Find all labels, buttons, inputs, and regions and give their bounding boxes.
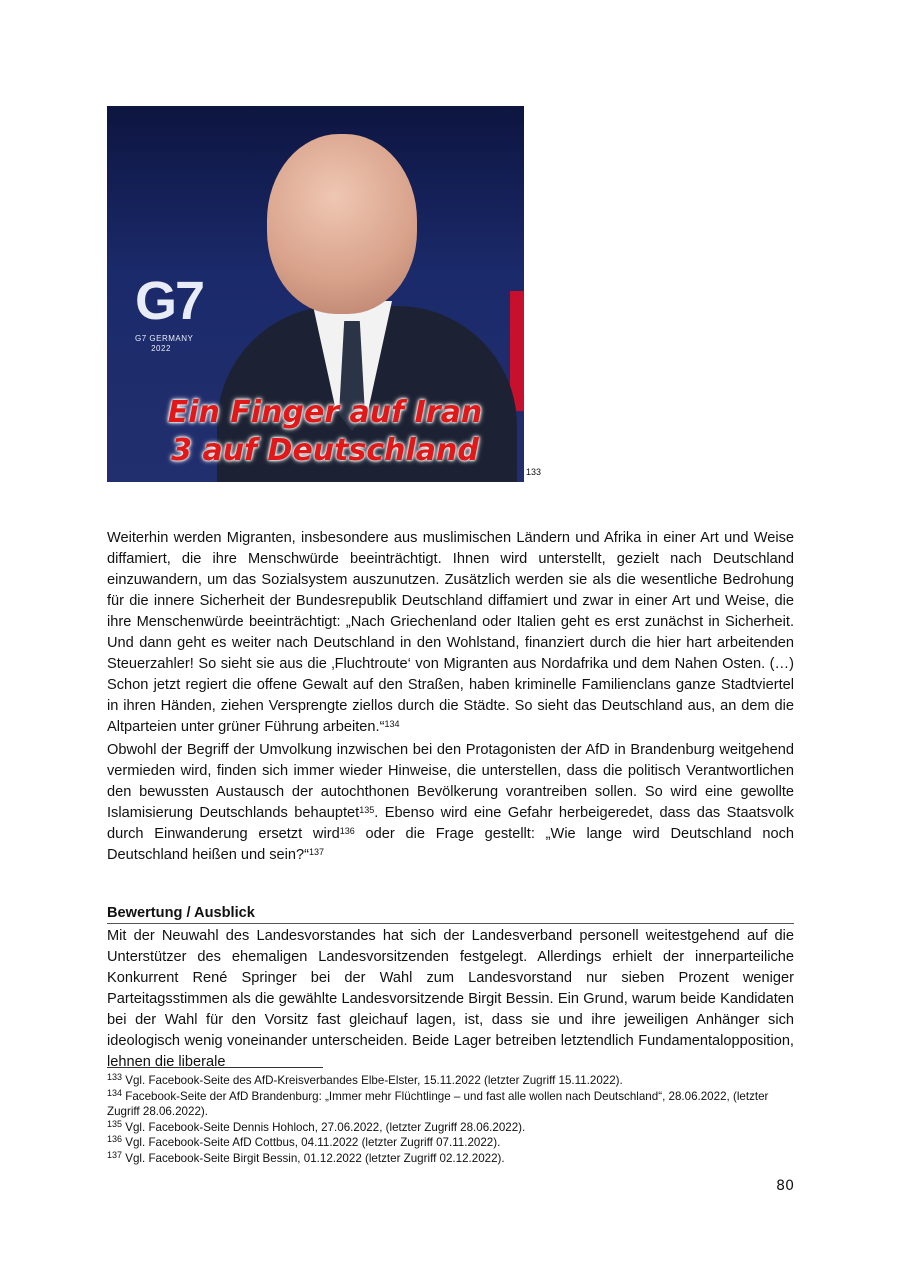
footnote-ref-135[interactable]: 135 [359,805,375,815]
paragraph-2 [107,740,794,866]
footnote-number: 137 [107,1149,123,1160]
paragraph-1 [107,528,794,738]
footnote-divider [107,1067,323,1068]
footnote-ref-136[interactable]: 136 [339,826,355,836]
paragraph-2-part-1: Obwohl der Begriff der Umvolkung inzwischen bei den Protagonisten der AfD in Brandenburg weitgehend vermieden wird, finden sich immer wieder Hinweise, die unterstellen, dass die politisch Verantwortlichen den bewussten Austausch der autochthonen Bevölkerung vorantreiben sollen. So wird eine gewollte Islamisierung Deutschlands behauptet [107,742,794,821]
photo-overlay-caption [155,394,495,470]
footnote-number: 133 [107,1072,123,1082]
photo-head [267,134,417,314]
footnote-number: 135 [107,1118,123,1129]
g7-logo-sub-2: 2022 [151,344,171,354]
overlay-line-1: Ein Finger auf Iran [167,395,483,430]
photo-figure [107,106,524,482]
footnote-text: Vgl. Facebook-Seite des AfD-Kreisverbandes Elbe-Elster, 15.11.2022 (letzter Zugriff 15.11.2022). [122,1074,623,1087]
footnote-137 [107,1151,794,1167]
footnote-ref-137[interactable]: 137 [309,847,325,857]
g7-logo-text: G7 [135,271,204,331]
paragraph-2-part-2: . Ebenso wird eine Gefahr herbeigeredet, dass das Staatsvolk durch Einwanderung ersetzt wird [107,805,794,842]
paragraph-2-part-3: oder die Frage gestellt: „Wie lange wird Deutschland noch Deutschland heißen und sein?“ [107,826,795,863]
footnote-text: Facebook-Seite der AfD Brandenburg: „Immer mehr Flüchtlinge – und fast alle wollen nach Deutschland“, 28.06.2022, (letzter Zugriff 28.06.2022). [107,1089,769,1119]
section-heading: Bewertung / Ausblick [107,903,794,924]
footnote-133 [107,1073,794,1089]
footnotes [107,1073,794,1167]
g7-logo-sub-1: G7 GERMANY [135,334,194,343]
page-number: 80 [776,1178,794,1194]
paragraph-3 [107,926,794,1073]
overlay-line-2: 3 auf Deutschland [171,433,479,468]
footnote-134 [107,1089,794,1120]
footnote-136 [107,1135,794,1151]
g7-logo [135,271,204,355]
figure-footnote-ref: 133 [526,467,542,477]
footnote-text: Vgl. Facebook-Seite Dennis Hohloch, 27.06.2022, (letzter Zugriff 28.06.2022). [122,1120,526,1134]
footnote-number: 134 [107,1087,123,1098]
paragraph-3-text: Mit der Neuwahl des Landesvorstandes hat sich der Landesverband personell weitestgehend auf die Unterstützer des ehemaligen Landesvorsitzenden festgelegt. Allerdings erhielt der innerparteiliche Konkurrent René Springer bei der Wahl zum Landesvorstand nur sieben Prozent weniger Parteitagsstimmen als die gewählte Landesvorsitzende Birgit Bessin. Ein Grund, warum beide Kandidaten bei der Wahl für den Vorsitz fast gleichauf lagen, ist, dass sie und ihre jeweiligen Anhänger sich ideologisch wenig voneinander unterscheiden. Beide Lager betreiben letztendlich Fundamentalopposition, lehnen die liberale [107,928,794,1070]
footnote-135 [107,1120,794,1136]
footnote-ref-134[interactable]: 134 [384,719,400,729]
footnote-text: Vgl. Facebook-Seite AfD Cottbus, 04.11.2022 (letzter Zugriff 07.11.2022). [122,1136,501,1150]
footnote-text: Vgl. Facebook-Seite Birgit Bessin, 01.12.2022 (letzter Zugriff 02.12.2022). [122,1151,505,1165]
footnote-number: 136 [107,1134,123,1145]
paragraph-1-text: Weiterhin werden Migranten, insbesondere aus muslimischen Ländern und Afrika in einer Art und Weise diffamiert, die ihre Menschwürde beeinträchtigt. Ihnen wird unterstellt, gezielt nach Deutschland einzuwandern, um das Sozialsystem auszunutzen. Zusätzlich werden sie als die wesentliche Bedrohung für die innere Sicherheit der Bundesrepublik Deutschland diffamiert und zwar in einer Art und Weise, die ihre Menschenwürde beeinträchtigt: „Nach Griechenland oder Italien geht es erst zunächst in Sicherheit. Und dann geht es weiter nach Deutschland in den Wohlstand, finanziert durch die hier hart arbeitenden Steuerzahler! So sieht sie aus die ‚Fluchtroute‘ von Migranten aus Nordafrika und dem Nahen Osten. (…) Schon jetzt regiert die offene Gewalt auf den Straßen, haben kriminelle Familienclans ganze Stadtviertel in ihren Händen, ziehen Versprengte ziellos durch die Städte. So sieht das Deutschland aus, an dem die Altparteien unter grüner Führung arbeiten.“ [107,530,794,735]
